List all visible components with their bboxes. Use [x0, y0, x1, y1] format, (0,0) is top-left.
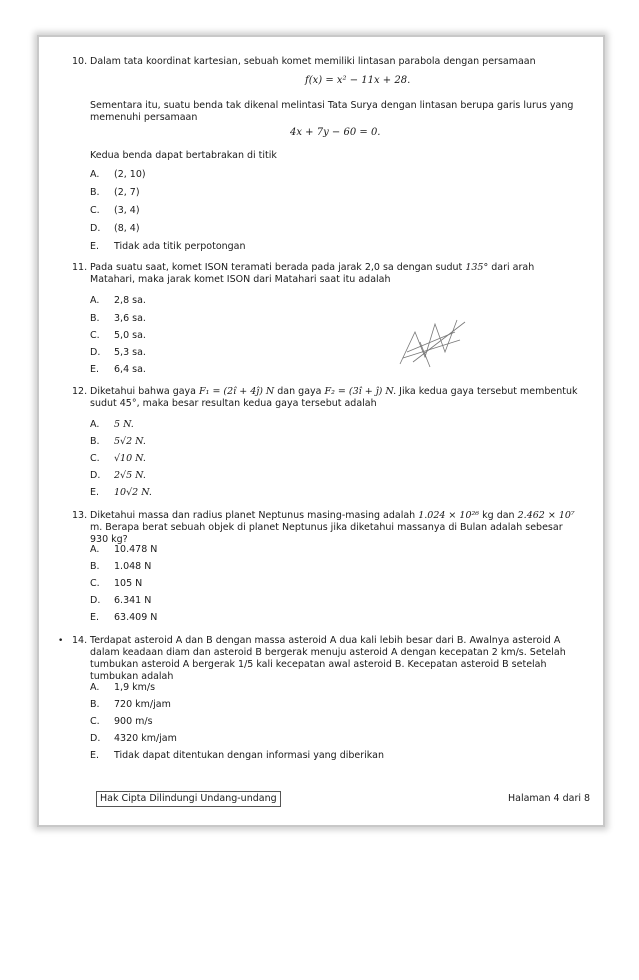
- option-b[interactable]: B. 3,6 sa.: [90, 313, 146, 324]
- question-12: [72, 386, 582, 410]
- question-number: 12.: [72, 386, 88, 397]
- question-text: Pada suatu saat, komet ISON teramati berada pada jarak 2,0 sa dengan sudut 135° dari arah Matahari, maka jarak komet ISON dari Matahari saat itu adalah: [90, 262, 535, 285]
- question-text: Terdapat asteroid A dan B dengan massa asteroid A dua kali lebih besar dari B. Awalnya asteroid A dalam keadaan diam dan asteroid B bergerak menuju asteroid A dengan kecepatan 2 km/s. Setelah tumbukan asteroid A bergerak 1/5 kali kecepatan awal asteroid B. Kecepatan asteroid B setelah tumbukan adalah: [90, 635, 566, 682]
- option-e[interactable]: E. Tidak ada titik perpotongan: [90, 241, 246, 252]
- option-c[interactable]: C. √10 N.: [90, 453, 146, 464]
- question-text: Diketahui bahwa gaya F₁ = (2î + 4ĵ) N dan gaya F₂ = (3î + ĵ) N. Jika kedua gaya tersebut membentuk sudut 45°, maka besar resultan kedua gaya tersebut adalah: [90, 386, 578, 409]
- question-10: [72, 56, 582, 68]
- option-e[interactable]: E. 6,4 sa.: [90, 364, 146, 375]
- question-13: [72, 510, 582, 546]
- option-d[interactable]: D. 2√5 N.: [90, 470, 146, 481]
- question-text: Kedua benda dapat bertabrakan di titik: [90, 150, 277, 161]
- option-e[interactable]: E. 10√2 N.: [90, 487, 152, 498]
- stray-mark: •: [58, 636, 64, 646]
- option-e[interactable]: E. 63.409 N: [90, 612, 158, 623]
- option-b[interactable]: B. 720 km/jam: [90, 699, 171, 710]
- question-number: 11.: [72, 262, 88, 273]
- page-number: Halaman 4 dari 8: [508, 793, 591, 804]
- copyright-notice: Hak Cipta Dilindungi Undang-undang: [96, 791, 281, 807]
- equation-parabola: f(x) = x² − 11x + 28.: [305, 75, 411, 86]
- option-a[interactable]: A. (2, 10): [90, 169, 146, 180]
- question-10-text3: [72, 150, 582, 162]
- pencil-scribble: [395, 312, 470, 372]
- question-text: Diketahui massa dan radius planet Neptunus masing-masing adalah 1.024 × 10²⁶ kg dan 2.462 × 10⁷ m. Berapa berat sebuah objek di planet Neptunus jika diketahui massanya di Bulan adalah sebesar 930 kg?: [90, 510, 575, 545]
- question-10-text2: [72, 100, 582, 124]
- option-d[interactable]: D. (8, 4): [90, 223, 140, 234]
- option-c[interactable]: C. 105 N: [90, 578, 143, 589]
- option-a[interactable]: A. 10.478 N: [90, 544, 158, 555]
- question-number: 10.: [72, 56, 88, 67]
- option-d[interactable]: D. 4320 km/jam: [90, 733, 177, 744]
- question-11: [72, 262, 582, 286]
- equation-line: 4x + 7y − 60 = 0.: [290, 127, 381, 138]
- option-c[interactable]: C. (3, 4): [90, 205, 140, 216]
- option-c[interactable]: C. 900 m/s: [90, 716, 153, 727]
- question-number: 13.: [72, 510, 88, 521]
- option-b[interactable]: B. 1.048 N: [90, 561, 152, 572]
- option-a[interactable]: A. 2,8 sa.: [90, 295, 146, 306]
- option-a[interactable]: A. 1,9 km/s: [90, 682, 156, 693]
- option-a[interactable]: A. 5 N.: [90, 419, 134, 430]
- question-text: Sementara itu, suatu benda tak dikenal melintasi Tata Surya dengan lintasan berupa garis lurus yang memenuhi persamaan: [90, 100, 574, 123]
- option-d[interactable]: D. 5,3 sa.: [90, 347, 146, 358]
- question-number: 14.: [72, 635, 88, 646]
- option-e[interactable]: E. Tidak dapat ditentukan dengan informasi yang diberikan: [90, 750, 384, 761]
- option-b[interactable]: B. 5√2 N.: [90, 436, 146, 447]
- question-14: [72, 635, 582, 683]
- question-text: Dalam tata koordinat kartesian, sebuah komet memiliki lintasan parabola dengan persamaan: [90, 56, 536, 67]
- option-c[interactable]: C. 5,0 sa.: [90, 330, 146, 341]
- option-d[interactable]: D. 6.341 N: [90, 595, 152, 606]
- option-b[interactable]: B. (2, 7): [90, 187, 140, 198]
